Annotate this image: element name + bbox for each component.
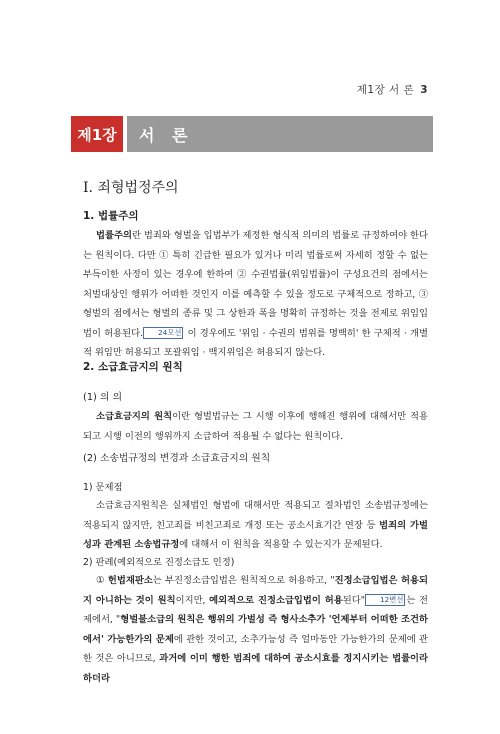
- paragraph-text: 에 대해서 이 원칙을 적용할 수 있는지가 문제된다.: [179, 539, 383, 550]
- paragraph-text: 란 범죄와 형벌을 입법부가 제정한 형식적 의미의 법률로 규정하여야 한다는 원칙이다. 다만 ① 특히 긴급한 필요가 있거나 미리 법률로써 자세히 정할 수 없는 부득이한 사정이 있는 경우에 한하여 ② 수권법률(위임법률)이 구성요건의 점에서는 처벌대상인 행위가 어떠한 것인지 이를 예측할 수 있을 정도로 구체적으로 정하고, ③ 형벌의 점에서는 형벌의 종류 및 그 상한과 폭을 명확히 규정하는 것을 전제로 위임입법이 허용된다.: [83, 230, 428, 339]
- subheading-meaning: (1) 의 의: [83, 392, 123, 403]
- exam-reference-badge: 24모선: [143, 327, 183, 339]
- emphasis-text: 진정소급입법은 허용되지 아니하는 것이 원칙: [83, 575, 428, 606]
- emphasis-text: 범죄의 가벌성과 관계된 소송법규정: [83, 519, 428, 550]
- paragraph-precedent: [83, 571, 428, 688]
- subheading-problem: 1) 문제점: [83, 482, 123, 493]
- paragraph-text: 이지만,: [175, 594, 210, 606]
- paragraph-text: 이 경우에도 '위임 · 수권의 범위를 명백히' 한 구체적 · 개별적 위임만 허용되고 포괄위임 · 백지위임은 허용되지 않는다.: [83, 327, 429, 358]
- subsection-heading-non-retroactivity: 2. 소급효금지의 원칙: [83, 361, 183, 373]
- subsection-heading-legalism: 1. 법률주의: [83, 210, 139, 222]
- chapter-title: 서 론: [127, 116, 433, 152]
- paragraph-meaning: [83, 407, 428, 446]
- term-non-retroactivity: 소급효금지의 원칙: [96, 411, 173, 422]
- paragraph-text: 는 전제에서, ": [83, 594, 428, 625]
- running-header-chapter: 제1장 서 론: [356, 84, 415, 96]
- paragraph-text: 는 부진정소급입법은 원칙적으로 허용하고, ": [152, 575, 335, 586]
- emphasis-text: 헌법재판소: [107, 575, 153, 586]
- emphasis-text: 예외적으로 진정소급입법이 허용: [209, 594, 343, 606]
- paragraph-text: 된다": [342, 594, 365, 606]
- chapter-banner: [71, 116, 433, 152]
- subheading-precedent: 2) 판례(예외적으로 진정소급도 인정): [83, 557, 235, 568]
- page-number: 3: [420, 84, 428, 96]
- paragraph-problem: [83, 496, 428, 555]
- term-legalism: 법률주의: [96, 230, 132, 241]
- chapter-number: 제1장: [71, 116, 123, 152]
- paragraph-text: 소급효금지원칙은 실체법인 형법에 대해서만 적용되고 절차법인 소송법규정에는 적용되지 않지만, 친고죄를 비친고죄로 개정 또는 공소시효기간 연장 등: [83, 500, 428, 531]
- running-header: [357, 82, 428, 97]
- emphasis-text: 과거에 이미 행한 범죄에 대하여 공소시효를 정지시키는 법률이라 하더라: [83, 653, 429, 684]
- paragraph-text: 에 관한 것이고, 소추가능성 즉 얼마동안 가능한가의 문제에 관한 것은 아니므로,: [83, 633, 428, 664]
- subheading-procedural-law: (2) 소송법규정의 변경과 소급효금지의 원칙: [83, 453, 271, 464]
- paragraph-legalism: [83, 226, 428, 363]
- section-heading-1: Ⅰ. 죄형법정주의: [83, 180, 179, 196]
- exam-reference-badge: 12변선: [365, 594, 405, 606]
- emphasis-text: 형벌불소급의 원칙은 행위의 가벌성 즉 형사소추가 '언제부터 어떠한 조건하에서' 가능한가의 문제: [83, 614, 428, 645]
- paragraph-text: ①: [96, 575, 108, 586]
- paragraph-text: 이란 형벌법규는 그 시행 이후에 행해진 행위에 대해서만 적용되고 시행 이전의 행위까지 소급하여 적용될 수 없다는 원칙이다.: [83, 411, 428, 442]
